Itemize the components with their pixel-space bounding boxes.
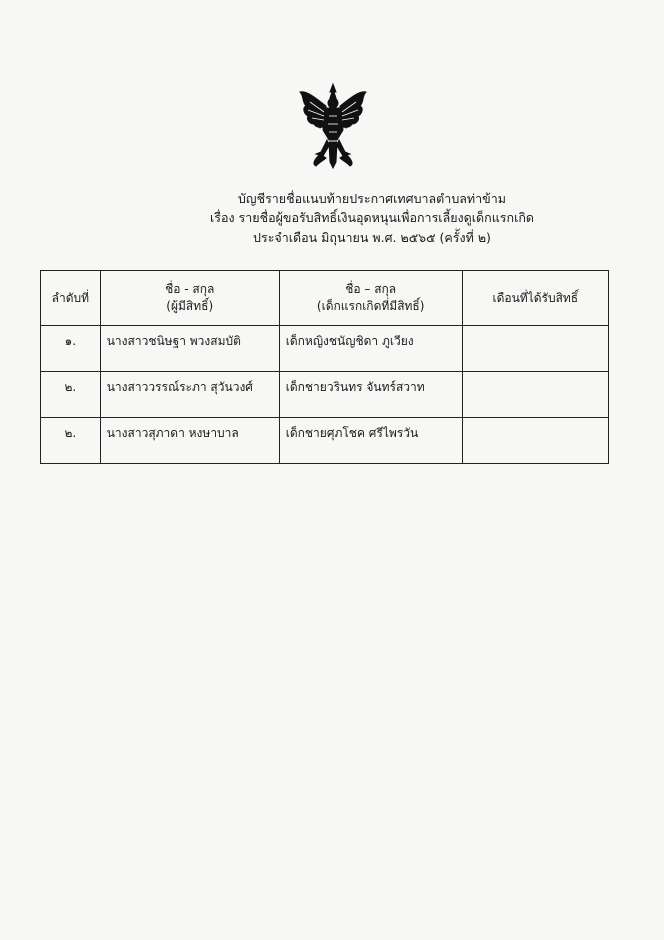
row-month-received bbox=[462, 326, 608, 372]
header-holder-name-line2: (ผู้มีสิทธิ์) bbox=[166, 299, 214, 313]
row-child-name: เด็กชายศุภโชค ศรีไพรวัน bbox=[279, 418, 462, 464]
table-row bbox=[41, 372, 609, 418]
heading-line-2: เรื่อง รายชื่อผู้ขอรับสิทธิ์เงินอุดหนุนเพื่อการเลี้ยงดูเด็กแรกเกิด bbox=[209, 210, 535, 225]
header-child-name bbox=[279, 271, 462, 326]
row-holder-name: นางสาวสุภาดา หงษาบาล bbox=[100, 418, 279, 464]
row-child-name: เด็กชายวรินทร จันทร์สวาท bbox=[279, 372, 462, 418]
row-child-name: เด็กหญิงชนัญชิดา ภูเวียง bbox=[279, 326, 462, 372]
heading-line-3: ประจำเดือน มิถุนายน พ.ศ. ๒๕๖๕ (ครั้งที่ ๒) bbox=[253, 230, 491, 245]
header-month-received bbox=[462, 271, 608, 326]
row-month-received bbox=[462, 418, 608, 464]
row-holder-name: นางสาวชนิษฐา พวงสมบัติ bbox=[100, 326, 279, 372]
row-number: ๑. bbox=[41, 326, 101, 372]
row-number: ๒. bbox=[41, 372, 101, 418]
row-month-received bbox=[462, 372, 608, 418]
header-holder-name-line1: ชื่อ - สกุล bbox=[165, 282, 215, 296]
heading-line-1: บัญชีรายชื่อแนบท้ายประกาศเทศบาลตำบลท่าข้าม bbox=[238, 191, 506, 206]
header-child-name-line2: (เด็กแรกเกิดที่มีสิทธิ์) bbox=[316, 299, 425, 313]
table-row bbox=[41, 418, 609, 464]
header-month-received-text: เดือนที่ได้รับสิทธิ์ bbox=[492, 290, 579, 305]
header-child-name-line1: ชื่อ – สกุล bbox=[345, 282, 397, 296]
row-holder-name: นางสาววรรณ์ระภา สุวันวงศ์ bbox=[100, 372, 279, 418]
table-header-row bbox=[41, 271, 609, 326]
row-number: ๒. bbox=[41, 418, 101, 464]
header-holder-name bbox=[100, 271, 279, 326]
table-row bbox=[41, 326, 609, 372]
eligibility-table bbox=[40, 270, 609, 464]
garuda-emblem-icon bbox=[296, 82, 370, 170]
header-order-no bbox=[41, 271, 101, 326]
header-order-no-text: ลำดับที่ bbox=[51, 290, 90, 305]
